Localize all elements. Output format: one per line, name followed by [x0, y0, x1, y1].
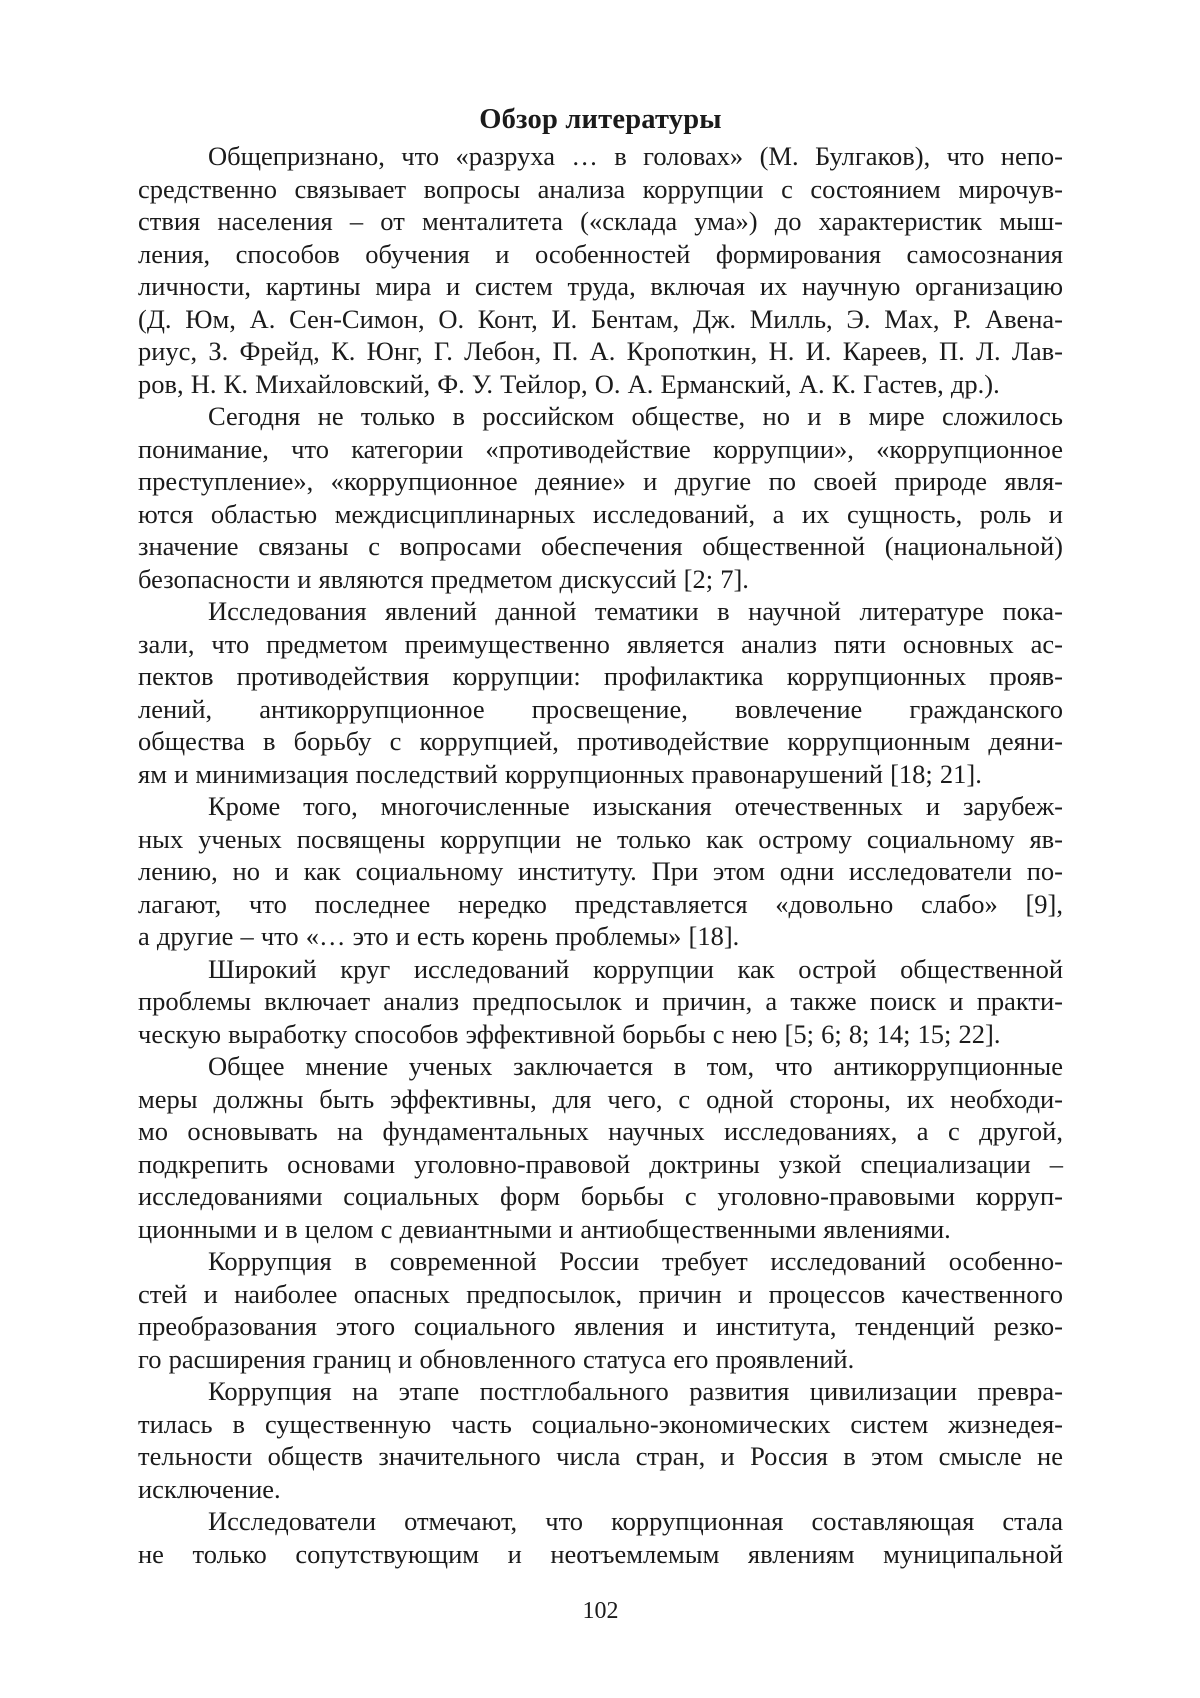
text-line: тилась в существенную часть социально-экономических систем жизнедея-: [138, 1408, 1063, 1439]
text-line: риус, З. Фрейд, К. Юнг, Г. Лебон, П. А. Кропоткин, Н. И. Кареев, П. Л. Лав-: [138, 336, 1063, 366]
text-line: ления, способов обучения и особенностей формирования самосознания: [138, 238, 1063, 269]
text-line: преобразования этого социального явления и института, тенденций резко-: [138, 1311, 1063, 1341]
text-line: лагают, что последнее нередко представляется «довольно слабо» [9],: [138, 888, 1063, 919]
text-line: Исследователи отмечают, что коррупционная составляющая стала: [208, 1506, 1063, 1536]
text-line: стей и наиболее опасных предпосылок, причин и процессов качественного: [138, 1278, 1063, 1309]
text-body: [138, 140, 1063, 1570]
text-line: го расширения границ и обновленного статуса его проявлений.: [138, 1343, 855, 1374]
text-line: исследованиями социальных форм борьбы с уголовно-правовыми корруп-: [138, 1181, 1063, 1211]
text-line: Коррупция в современной России требует исследований особенно-: [208, 1246, 1063, 1276]
text-line: исключение.: [138, 1473, 281, 1504]
paragraph: [138, 790, 1063, 953]
text-line: лений, антикоррупционное просвещение, вовлечение гражданского: [138, 693, 1063, 724]
paragraph: [138, 1050, 1063, 1245]
text-line: Сегодня не только в российском обществе, но и в мире сложилось: [208, 401, 1063, 431]
text-line: Коррупция на этапе постглобального развития цивилизации превра-: [208, 1376, 1063, 1406]
text-line: ются областью междисциплинарных исследований, а их сущность, роль и: [138, 498, 1063, 529]
text-line: ционными и в целом с девиантными и антиобщественными явлениями.: [138, 1213, 951, 1244]
text-line: подкрепить основами уголовно-правовой доктрины узкой специализации –: [138, 1148, 1063, 1179]
text-line: (Д. Юм, А. Сен-Симон, О. Конт, И. Бентам, Дж. Милль, Э. Мах, Р. Авена-: [138, 303, 1063, 334]
paragraph: [138, 953, 1063, 1051]
text-line: средственно связывает вопросы анализа коррупции с состоянием мирочув-: [138, 173, 1063, 204]
text-column: [138, 100, 1063, 1570]
text-line: зали, что предметом преимущественно является анализ пяти основных ас-: [138, 628, 1063, 659]
text-line: ствия населения – от менталитета («склада ума») до характеристик мыш-: [138, 206, 1063, 236]
page-number: 102: [582, 1598, 619, 1624]
text-line: понимание, что категории «противодействие коррупции», «коррупционное: [138, 433, 1063, 464]
text-line: личности, картины мира и систем труда, включая их научную организацию: [138, 271, 1063, 301]
text-line: ных ученых посвящены коррупции не только как острому социальному яв-: [138, 823, 1063, 854]
text-line: проблемы включает анализ предпосылок и причин, а также поиск и практи-: [138, 986, 1063, 1016]
paragraph: [138, 400, 1063, 595]
paragraph: [138, 140, 1063, 400]
text-line: Общепризнано, что «разруха … в головах» (М. Булгаков), что непо-: [208, 141, 1063, 171]
text-line: ров, Н. К. Михайловский, Ф. У. Тейлор, О. А. Ерманский, А. К. Гастев, др.).: [138, 368, 1000, 399]
text-line: ческую выработку способов эффективной борьбы с нею [5; 6; 8; 14; 15; 22].: [138, 1018, 1001, 1049]
text-line: Исследования явлений данной тематики в научной литературе пока-: [208, 596, 1063, 626]
text-line: а другие – что «… это и есть корень проблемы» [18].: [138, 921, 740, 951]
text-line: значение связаны с вопросами обеспечения общественной (национальной): [138, 531, 1063, 561]
text-line: лению, но и как социальному институту. При этом одни исследователи по-: [138, 856, 1063, 886]
text-line: Широкий круг исследований коррупции как острой общественной: [208, 953, 1063, 984]
paragraph: [138, 1375, 1063, 1505]
paragraph: [138, 595, 1063, 790]
text-line: преступление», «коррупционное деяние» и другие по своей природе явля-: [138, 466, 1063, 496]
text-line: безопасности и являются предметом дискуссий [2; 7].: [138, 563, 749, 594]
paragraph: [138, 1505, 1063, 1570]
text-line: пектов противодействия коррупции: профилактика коррупционных прояв-: [138, 661, 1063, 691]
text-line: Кроме того, многочисленные изыскания отечественных и зарубеж-: [208, 791, 1063, 821]
text-line: меры должны быть эффективны, для чего, с одной стороны, их необходи-: [138, 1083, 1063, 1114]
text-line: мо основывать на фундаментальных научных исследованиях, а с другой,: [138, 1116, 1063, 1146]
page-title: Обзор литературы: [479, 104, 722, 135]
paragraph: [138, 1245, 1063, 1375]
text-line: тельности обществ значительного числа стран, и Россия в этом смысле не: [138, 1441, 1063, 1471]
text-line: общества в борьбу с коррупцией, противодействие коррупционным деяни-: [138, 726, 1063, 756]
text-line: не только сопутствующим и неотъемлемым явлениям муниципальной: [138, 1538, 1063, 1569]
text-line: ям и минимизация последствий коррупционных правонарушений [18; 21].: [138, 758, 982, 789]
text-line: Общее мнение ученых заключается в том, что антикоррупционные: [208, 1051, 1063, 1081]
